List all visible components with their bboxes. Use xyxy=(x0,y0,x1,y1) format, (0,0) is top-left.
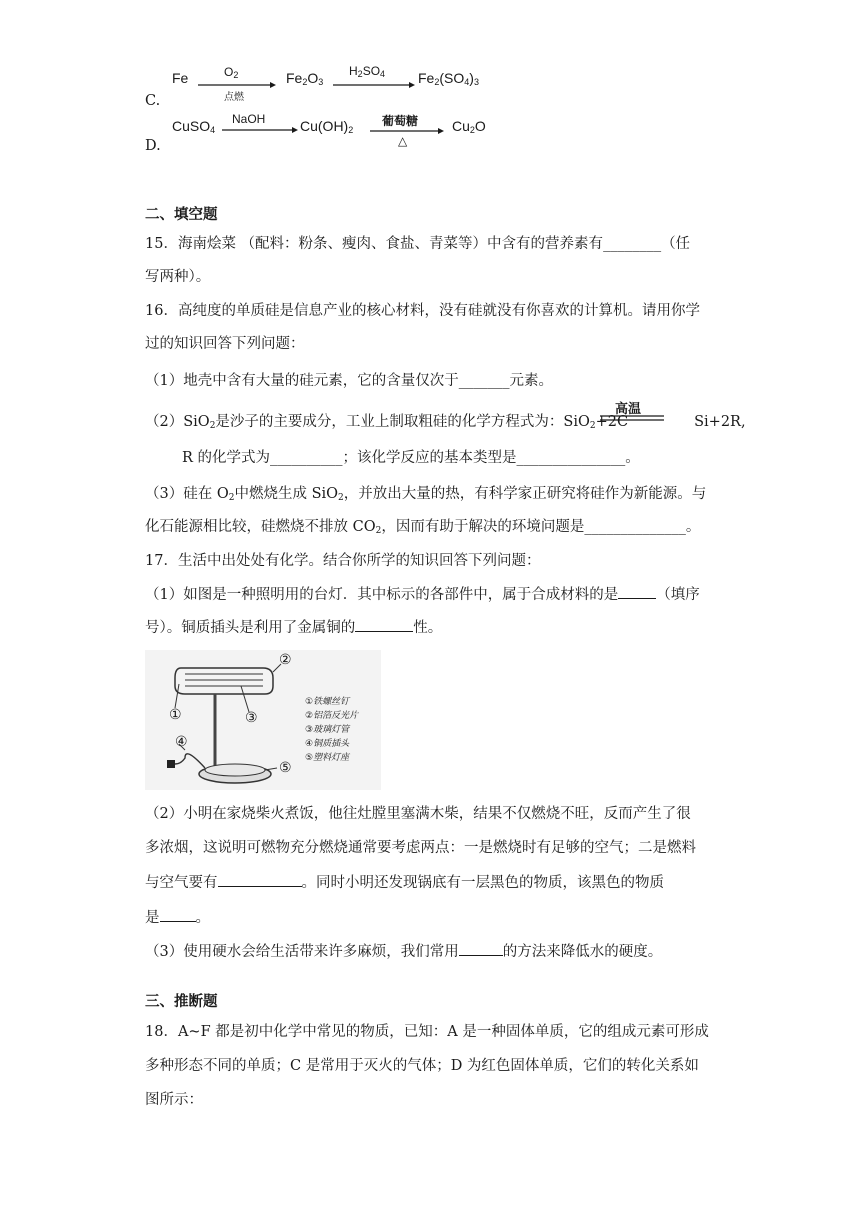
question-16-part3-line2: 化石能源相比较，硅燃烧不排放 $CO_2$，因而有助于解决的环境问题是______________。 xyxy=(145,519,701,536)
question-15-line2: 写两种）。 xyxy=(145,269,211,285)
lamp-marker-2: ② xyxy=(279,652,292,668)
reactant-cuso4: CuSO$_4$ xyxy=(172,118,216,135)
equation-equals-sign xyxy=(600,415,666,423)
question-16-part1: （1）地壳中含有大量的硅元素，它的含量仅次于_______元素。 xyxy=(145,373,553,389)
lamp-legend-item: ②铝箔反光片 xyxy=(305,711,359,721)
question-16-part3-line1: （3）硅在 $O_2$中燃烧生成 SiO$_2$，并放出大量的热，有科学家正研究将硅作为新能源。与 xyxy=(145,486,707,503)
answer-blank[interactable] xyxy=(160,907,196,922)
arrow-condition-glucose: 葡萄糖 xyxy=(382,114,419,128)
question-17-part1-line1: （1）如图是一种照明用的台灯．其中标示的各部件中，属于合成材料的是 （填序 xyxy=(145,583,700,604)
question-16-line1: 16．高纯度的单质硅是信息产业的核心材料，没有硅就没有你喜欢的计算机。请用你学 xyxy=(145,303,700,319)
product-cu2o: $Cu_2O$ xyxy=(452,118,486,135)
equation-condition-high-temp: 高温 xyxy=(615,402,642,417)
product-fe2o3: $Fe_2O_3$ xyxy=(286,70,324,87)
question-17-part2-line3: 与空气要有 。同时小明还发现锅底有一层黑色的物质，该黑色的物质 xyxy=(145,871,664,892)
product-fe2so43: $Fe_2(SO_4)_3$ xyxy=(418,70,479,87)
question-17-part3: （3）使用硬水会给生活带来许多麻烦，我们常用 的方法来降低水的硬度。 xyxy=(145,940,662,961)
question-18-line2: 多种形态不同的单质；C 是常用于灭火的气体；D 为红色固体单质，它们的转化关系如 xyxy=(145,1058,699,1074)
question-16-part2-line2: R 的化学式为__________；该化学反应的基本类型是_______________。 xyxy=(182,450,640,466)
question-17-part1-line2: 号）。铜质插头是利用了金属铜的 性。 xyxy=(145,616,442,637)
reaction-arrow-3 xyxy=(222,126,302,136)
answer-blank[interactable] xyxy=(459,941,503,956)
lamp-legend-item: ⑤塑料灯座 xyxy=(305,753,350,763)
lamp-marker-1: ① xyxy=(169,707,182,723)
arrow-condition-h2so4: $H_2SO_4$ xyxy=(349,64,386,79)
product-cuoh2: $Cu(OH)_2$ xyxy=(300,118,354,135)
question-17-part2-line4: 是 。 xyxy=(145,906,210,927)
question-17-part2-line1: （2）小明在家烧柴火煮饭，他往灶膛里塞满木柴，结果不仅燃烧不旺，反而产生了很 xyxy=(145,806,691,822)
desk-lamp-figure xyxy=(145,650,381,790)
lamp-legend-item: ③玻璃灯管 xyxy=(305,725,350,735)
question-16-part2-line1: （2）SiO$_2$是沙子的主要成分，工业上制取粗硅的化学方程式为：SiO$_2$+2C Si+2R, xyxy=(145,414,746,431)
question-16-line2: 过的知识回答下列问题： xyxy=(145,336,305,352)
arrow-condition-heat: △ xyxy=(398,134,408,148)
option-c-label: C. xyxy=(145,93,161,109)
reactant-fe: Fe xyxy=(172,70,189,86)
question-17-line1: 17．生活中出处处有化学。结合你所学的知识回答下列问题： xyxy=(145,553,541,569)
question-18-line1: 18．A~F 都是初中化学中常见的物质，已知：A 是一种固体单质，它的组成元素可形成 xyxy=(145,1024,709,1040)
section-title-fill-in: 二、填空题 xyxy=(145,207,218,223)
question-17-part2-line2: 多浓烟，这说明可燃物充分燃烧通常要考虑两点：一是燃烧时有足够的空气；二是燃料 xyxy=(145,840,696,856)
answer-blank[interactable] xyxy=(355,617,413,632)
question-18-line3: 图所示： xyxy=(145,1092,203,1108)
option-d-label: D. xyxy=(145,138,161,154)
arrow-condition-naoh: NaOH xyxy=(232,112,266,126)
reaction-arrow-4 xyxy=(370,127,450,137)
arrow-condition-o2: $O_2$ xyxy=(224,65,239,80)
lamp-legend-item: ①铁螺丝钉 xyxy=(305,697,350,707)
question-15-line1: 15．海南烩菜 （配料：粉条、瘦肉、食盐、青菜等）中含有的营养素有________（任 xyxy=(145,236,691,252)
answer-blank[interactable] xyxy=(218,872,302,887)
lamp-marker-3: ③ xyxy=(245,710,258,726)
arrow-condition-ignite: 点燃 xyxy=(224,92,244,103)
reaction-arrow-2 xyxy=(333,81,418,91)
lamp-legend-item: ④铜质插头 xyxy=(305,739,350,749)
lamp-marker-5: ⑤ xyxy=(279,760,292,776)
lamp-marker-4: ④ xyxy=(175,734,188,750)
answer-blank[interactable] xyxy=(618,584,656,599)
section-title-inference: 三、推断题 xyxy=(145,994,218,1010)
